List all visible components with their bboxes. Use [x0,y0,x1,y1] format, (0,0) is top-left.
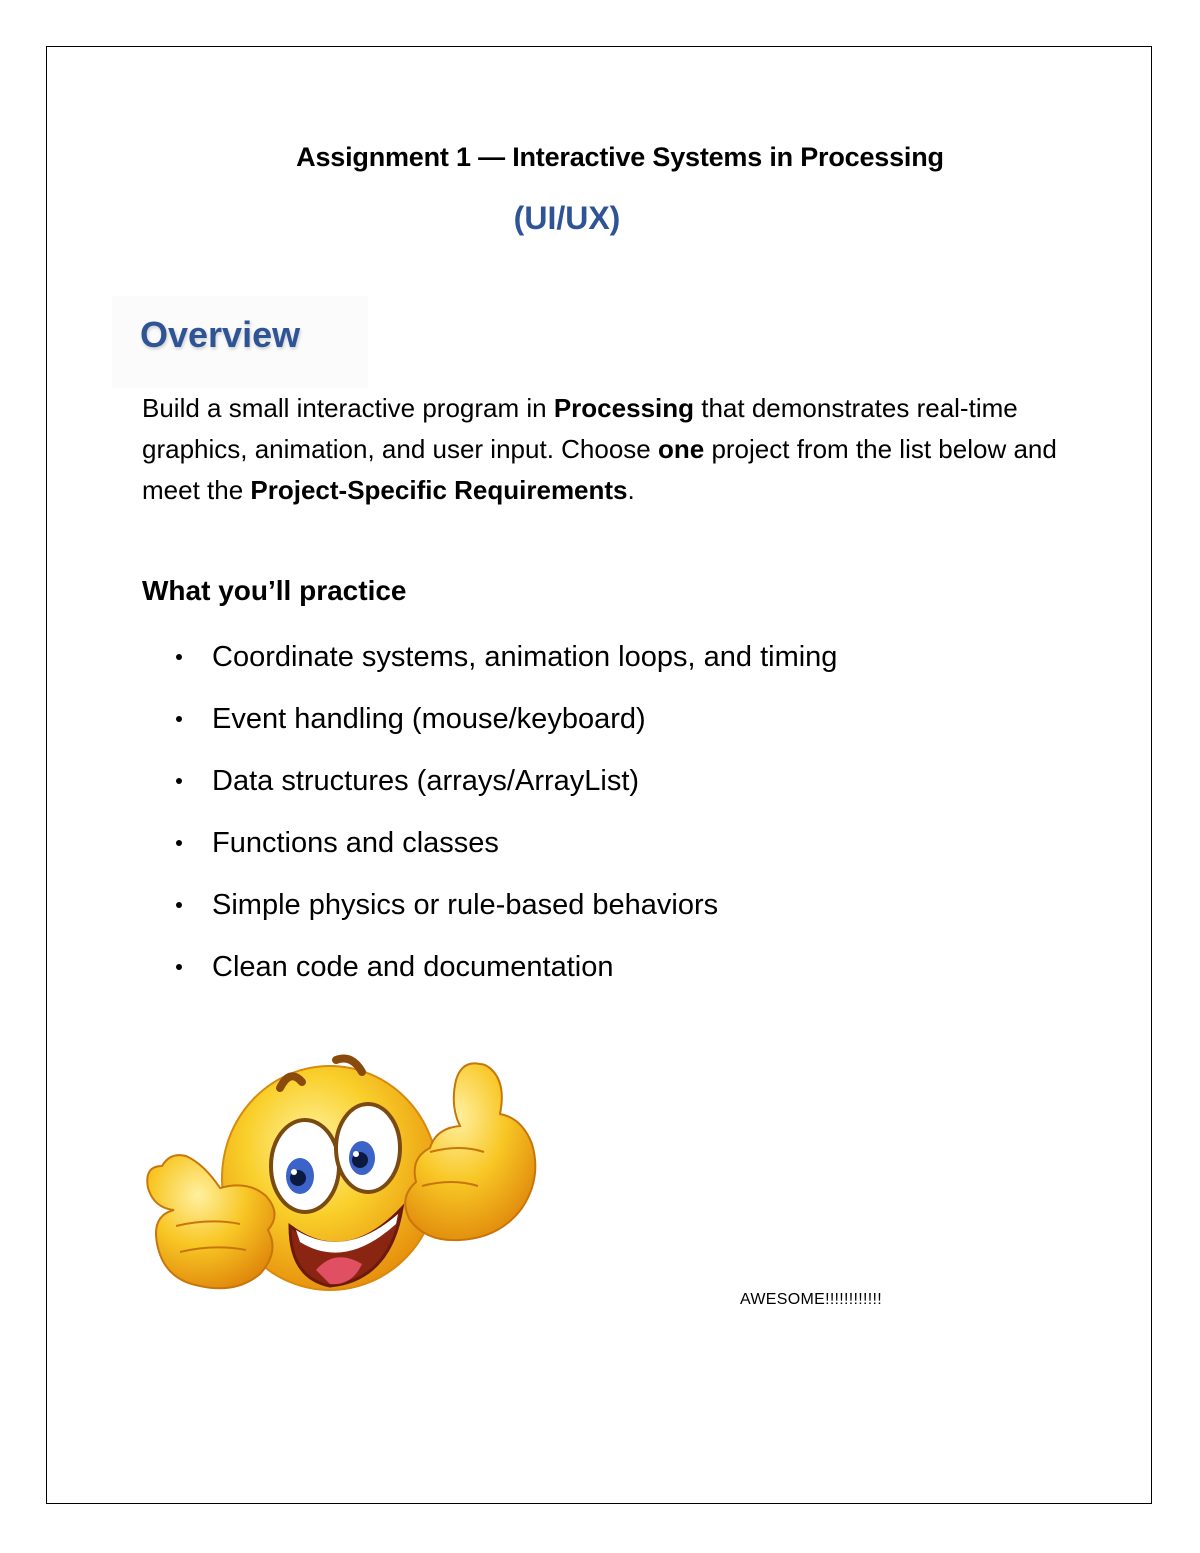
list-item-text: Clean code and documentation [212,951,614,983]
intro-bold-one: one [657,434,705,464]
list-item-text: Coordinate systems, animation loops, and timing [212,641,838,673]
intro-bold-requirements: Project-Specific Requirements [250,475,628,505]
list-item [172,760,837,822]
right-glint [353,1151,359,1157]
page-title: Assignment 1 — Interactive Systems in Processing [296,142,944,172]
list-item-text: Data structures (arrays/ArrayList) [212,765,640,797]
caption-awesome: AWESOME!!!!!!!!!!!! [740,1291,883,1308]
intro-text: that demonstrates real-time graphics, animation, and user input. Choose [142,393,1018,464]
intro-text: project from the list below and meet the [142,434,1057,505]
intro-paragraph [142,388,1072,511]
left-glint [291,1169,297,1175]
intro-bold-processing: Processing [553,393,695,423]
list-item [172,636,837,698]
bullet-icon [176,840,182,846]
page-subtitle: (UI/UX) [513,200,621,236]
bullet-icon [176,778,182,784]
right-hand [405,1063,535,1240]
list-item [172,946,837,1008]
bullet-icon [176,964,182,970]
practice-list [172,636,837,1008]
list-item-text: Functions and classes [212,827,499,859]
list-item [172,698,837,760]
thumbs-up-smiley-icon [140,1048,540,1310]
list-item [172,822,837,884]
overview-heading: Overview [140,314,301,355]
practice-heading: What you’ll practice [142,575,407,606]
list-item [172,884,837,946]
bullet-icon [176,716,182,722]
intro-text: . [627,475,635,505]
list-item-text: Event handling (mouse/keyboard) [212,703,646,735]
bullet-icon [176,902,182,908]
bullet-icon [176,654,182,660]
intro-text: Build a small interactive program in [142,393,554,423]
list-item-text: Simple physics or rule-based behaviors [212,889,719,921]
